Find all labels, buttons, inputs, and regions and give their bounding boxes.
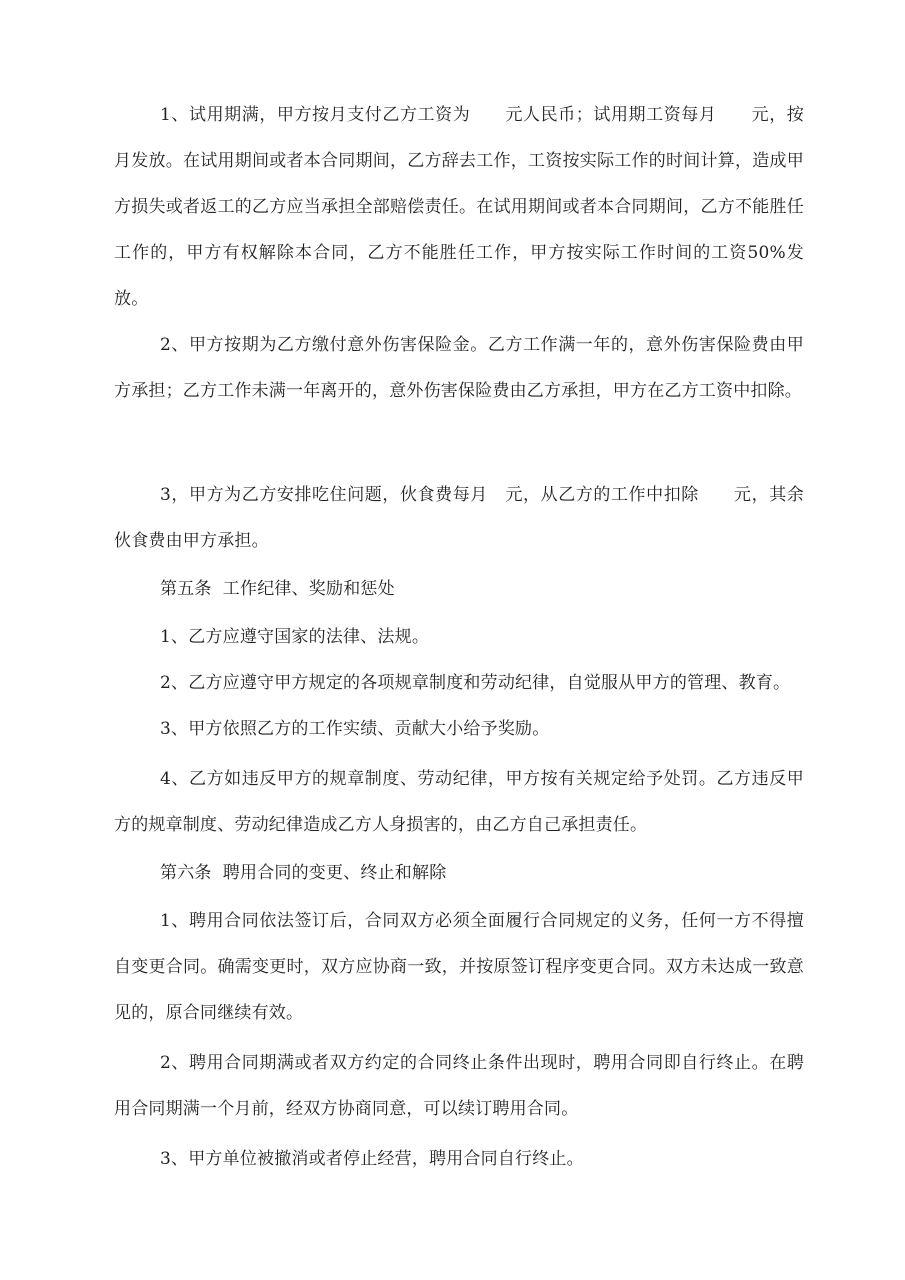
paragraph-obey-rules: 2、乙方应遵守甲方规定的各项规章制度和劳动纪律，自觉服从甲方的管理、教育。	[160, 673, 791, 693]
paragraph-obey-laws: 1、乙方应遵守国家的法律、法规。	[160, 627, 430, 647]
paragraph-rewards: 3、甲方依照乙方的工作实绩、贡献大小给予奖励。	[160, 719, 550, 739]
paragraph-unit-dissolved: 3、甲方单位被撤消或者停止经营，聘用合同自行终止。	[160, 1149, 584, 1169]
paragraph-probation-salary: 1、试用期满，甲方按月支付乙方工资为 元人民币；试用期工资每月 元，按月发放。在试用期间或者本合同期间，乙方辞去工作，工资按实际工作的时间计算，造成甲方损失或者返工的乙方应当承担全部赔偿责任。在试用期间或者本合同期间，乙方不能胜任工作的，甲方有权解除本合同，乙方不能胜任工作，甲方按实际工作时间的工资50%发放。	[114, 105, 804, 309]
paragraph-contract-change: 1、聘用合同依法签订后，合同双方必须全面履行合同规定的义务，任何一方不得擅自变更合同。确需变更时，双方应协商一致，并按原签订程序变更合同。双方未达成一致意见的，原合同继续有效。	[114, 911, 804, 1023]
paragraph-board-and-lodging: 3，甲方为乙方安排吃住问题，伙食费每月 元，从乙方的工作中扣除 元，其余伙食费由甲方承担。	[114, 485, 804, 551]
article-5-heading: 第五条 工作纪律、奖励和惩处	[160, 579, 395, 599]
paragraph-contract-expiry: 2、聘用合同期满或者双方约定的合同终止条件出现时，聘用合同即自行终止。在聘用合同期满一个月前，经双方协商同意，可以续订聘用合同。	[114, 1053, 804, 1119]
paragraph-accident-insurance: 2、甲方按期为乙方缴付意外伤害保险金。乙方工作满一年的，意外伤害保险费由甲方承担；乙方工作未满一年离开的，意外伤害保险费由乙方承担，甲方在乙方工资中扣除。	[114, 335, 804, 401]
paragraph-penalties: 4、乙方如违反甲方的规章制度、劳动纪律，甲方按有关规定给予处罚。乙方违反甲方的规章制度、劳动纪律造成乙方人身损害的，由乙方自己承担责任。	[114, 769, 804, 835]
article-6-heading: 第六条 聘用合同的变更、终止和解除	[160, 863, 447, 883]
